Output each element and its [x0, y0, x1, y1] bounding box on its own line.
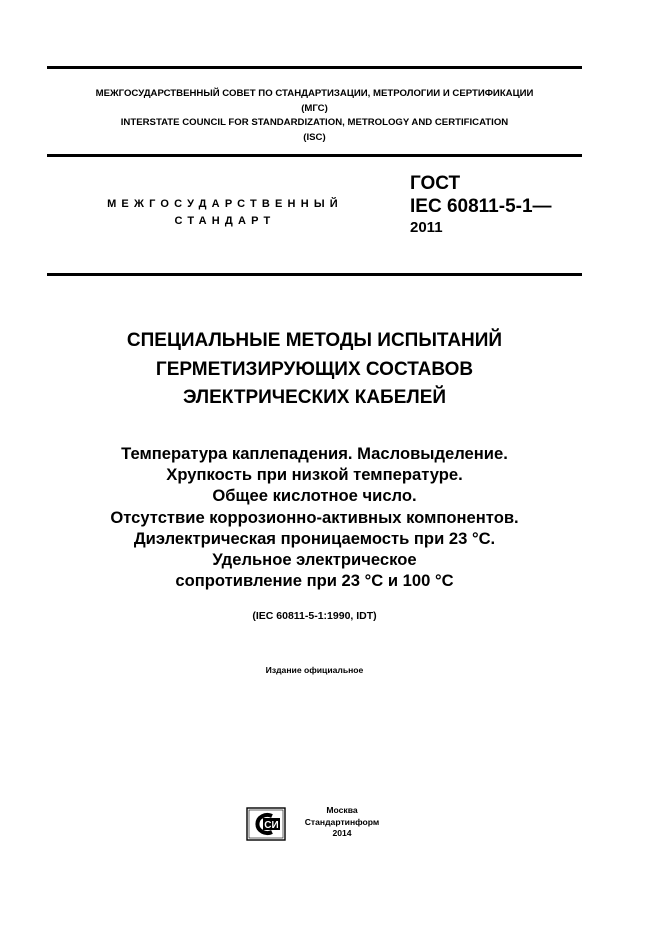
council-name-ru: МЕЖГОСУДАРСТВЕННЫЙ СОВЕТ ПО СТАНДАРТИЗАЦИИ, МЕТРОЛОГИИ И СЕРТИФИКАЦИИ	[95, 88, 534, 99]
subtitle-line-3: Общее кислотное число.	[212, 486, 417, 506]
standartinform-logo-icon	[246, 807, 286, 841]
subtitle-line-5: Диэлектрическая проницаемость при 23 °С.	[133, 528, 496, 548]
equivalence-note: (IEC 60811-5-1:1990, IDT)	[252, 610, 377, 622]
publisher-city: Москва	[326, 805, 358, 815]
council-header	[47, 87, 582, 145]
edition-note: Издание официальное	[265, 665, 364, 675]
publisher-name: Стандартинформ	[304, 816, 380, 827]
subtitle-line-7: сопротивление при 23 °С и 100 °С	[175, 571, 454, 591]
subtitle-line-1: Температура каплепадения. Масловыделение.	[121, 444, 508, 463]
standard-number: IEC 60811-5-1—	[410, 196, 552, 217]
top-rule	[47, 66, 582, 69]
council-abbr-ru: (МГС)	[301, 102, 328, 114]
designation-rule	[47, 273, 582, 276]
title-line-1: СПЕЦИАЛЬНЫЕ МЕТОДЫ ИСПЫТАНИЙ	[126, 330, 503, 351]
document-title	[47, 327, 582, 413]
standard-type-line2: СТАНДАРТ	[174, 215, 276, 227]
subtitle-line-4: Отсутствие коррозионно-активных компонентов.	[110, 507, 519, 527]
subtitle-line-2: Хрупкость при низкой температуре.	[166, 465, 463, 485]
council-abbr-en: (ISC)	[303, 131, 326, 143]
publisher-year: 2014	[332, 828, 352, 838]
document-subtitle	[40, 443, 589, 591]
title-line-2: ГЕРМЕТИЗИРУЮЩИХ СОСТАВОВ	[155, 358, 474, 380]
standard-year: 2011	[410, 219, 443, 236]
gost-label: ГОСТ	[410, 173, 461, 194]
logo-text: СИ	[264, 820, 279, 831]
council-rule	[47, 154, 582, 157]
designation-block	[410, 172, 552, 238]
standard-type	[60, 196, 390, 230]
standard-type-line1: МЕЖГОСУДАРСТВЕННЫЙ	[107, 198, 343, 210]
title-line-3: ЭЛЕКТРИЧЕСКИХ КАБЕЛЕЙ	[182, 387, 447, 408]
council-name-en: INTERSTATE COUNCIL FOR STANDARDIZATION, METROLOGY AND CERTIFICATION	[120, 117, 509, 128]
publisher-block	[292, 805, 392, 840]
subtitle-line-6: Удельное электрическое	[212, 550, 417, 570]
